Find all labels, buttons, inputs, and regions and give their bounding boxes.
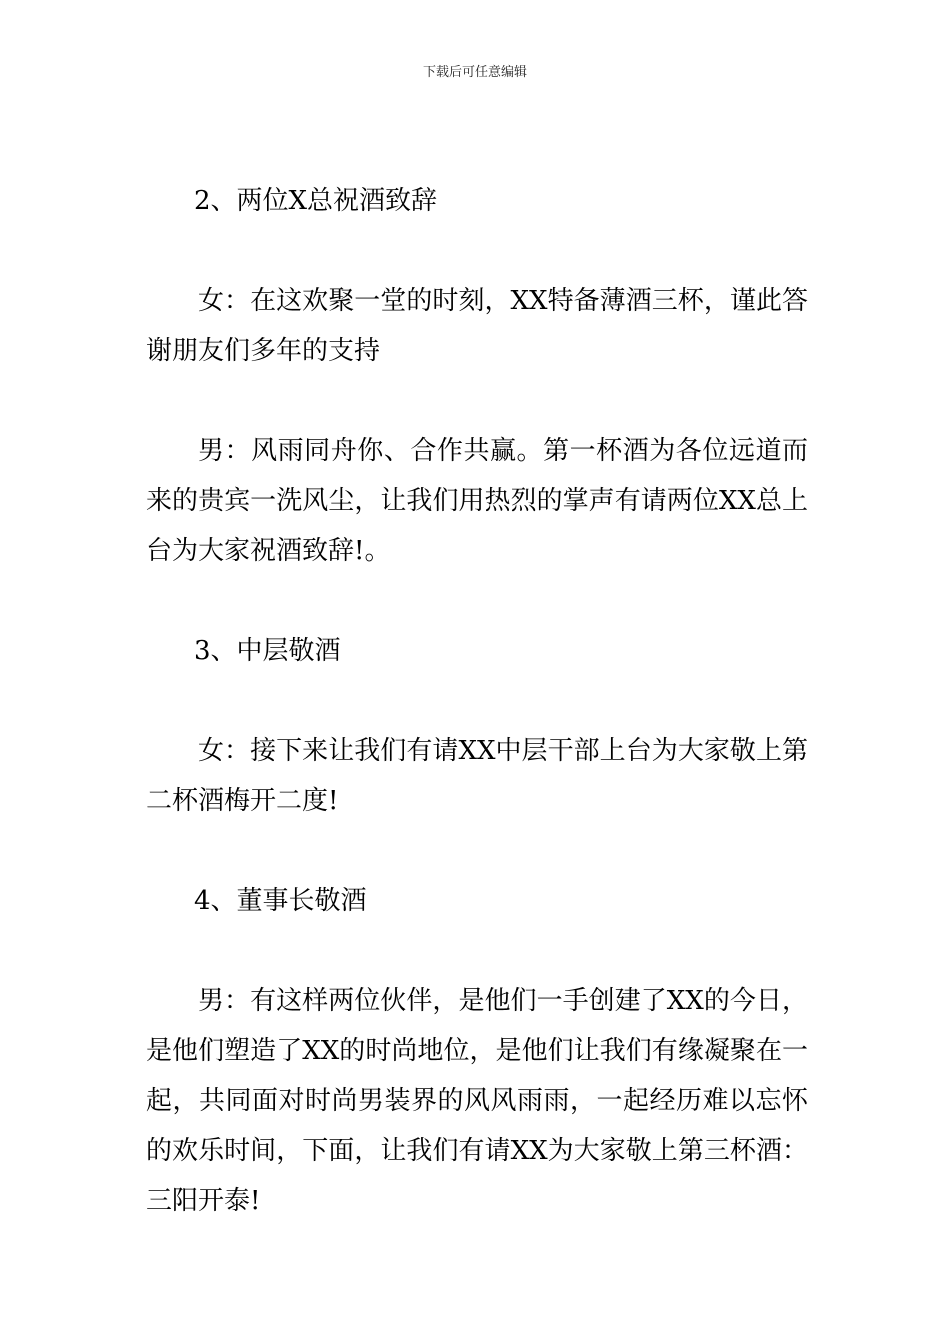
document-body bbox=[146, 176, 808, 1226]
spacer bbox=[146, 826, 808, 876]
paragraph-female-host-1: 女：在这欢聚一堂的时刻，XX特备薄酒三杯，谨此答谢朋友们多年的支持 bbox=[146, 286, 808, 366]
section-heading-middle-managers-toast: 3、中层敬酒 bbox=[194, 636, 341, 666]
section-heading-toast-speech: 2、两位X总祝酒致辞 bbox=[194, 186, 438, 216]
paragraph-male-host-1: 男：风雨同舟你、合作共赢。第一杯酒为各位远道而来的贵宾一洗风尘，让我们用热烈的掌声有请两位XX总上台为大家祝酒致辞!。 bbox=[146, 436, 808, 566]
paragraph-female-host-2: 女：接下来让我们有请XX中层干部上台为大家敬上第二杯酒梅开二度! bbox=[146, 736, 808, 816]
paragraph-male-host-2: 男：有这样两位伙伴，是他们一手创建了XX的今日，是他们塑造了XX的时尚地位，是他们让我们有缘凝聚在一起，共同面对时尚男装界的风风雨雨，一起经历难以忘怀的欢乐时间，下面，让我们有请XX为大家敬上第三杯酒：三阳开泰! bbox=[146, 986, 808, 1216]
section-heading-chairman-toast: 4、董事长敬酒 bbox=[194, 886, 367, 916]
spacer bbox=[146, 676, 808, 726]
spacer bbox=[146, 376, 808, 426]
spacer bbox=[146, 926, 808, 976]
page-header: 下载后可任意编辑 bbox=[422, 65, 527, 80]
spacer bbox=[146, 576, 808, 626]
spacer bbox=[146, 226, 808, 276]
